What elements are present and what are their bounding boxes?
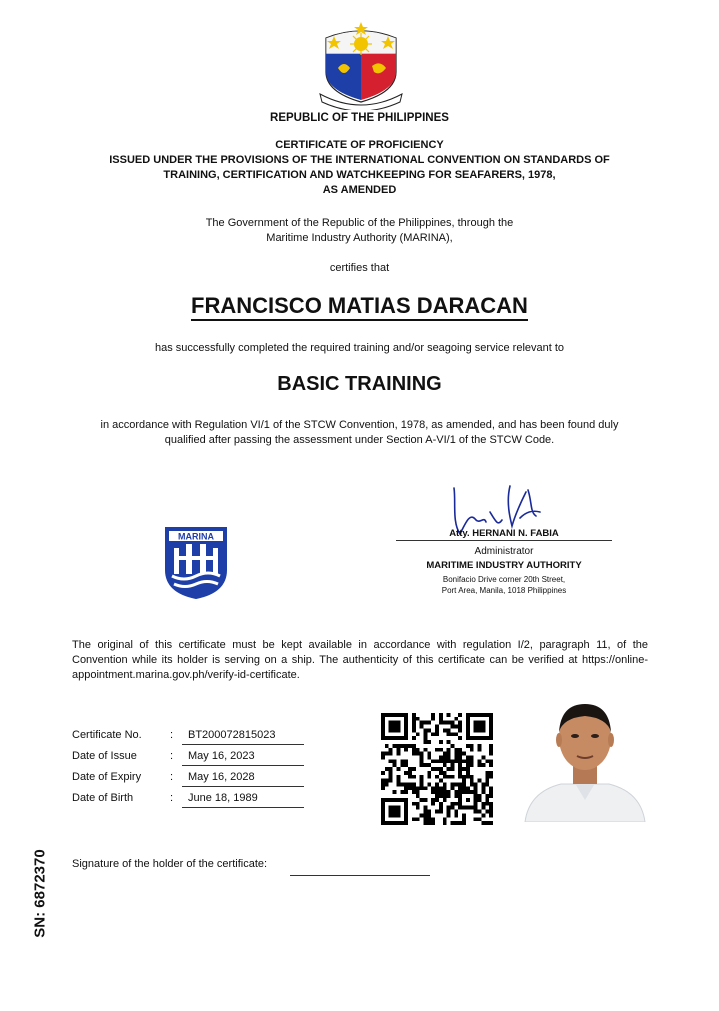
detail-underline (182, 744, 304, 745)
republic-heading: REPUBLIC OF THE PHILIPPINES (270, 112, 449, 124)
certificate-title (0, 138, 719, 198)
detail-label: Date of Issue (72, 750, 137, 762)
detail-value: May 16, 2028 (188, 771, 255, 783)
signature-line (396, 540, 612, 541)
government-statement (0, 216, 719, 246)
certificate-title-line: ISSUED UNDER THE PROVISIONS OF THE INTERNATIONAL CONVENTION ON STANDARDS OF (109, 154, 610, 166)
government-line: The Government of the Republic of the Philippines, through the (205, 217, 514, 229)
detail-value: BT200072815023 (188, 729, 276, 741)
holder-name-container (0, 293, 719, 319)
signatory-address (396, 574, 612, 596)
marina-logo-icon (164, 526, 228, 600)
accordance-text (0, 418, 719, 448)
signatory-title: Administrator (474, 546, 534, 557)
svg-text:MARINA: MARINA (178, 531, 214, 542)
address-line: Port Area, Manila, 1018 Philippines (441, 586, 567, 595)
philippine-coat-of-arms-icon (318, 20, 404, 110)
detail-underline (182, 765, 304, 766)
certifies-text: certifies that (329, 262, 390, 274)
detail-row (72, 726, 312, 746)
signatory-organization: MARITIME INDUSTRY AUTHORITY (426, 560, 582, 571)
certificate-title-line: TRAINING, CERTIFICATION AND WATCHKEEPING FOR SEAFARERS, 1978, (163, 169, 556, 181)
detail-label: Date of Birth (72, 792, 134, 804)
signatory-name: Atty. HERNANI N. FABIA (449, 528, 559, 539)
certificate-title-line: CERTIFICATE OF PROFICIENCY (275, 139, 444, 151)
completed-text: has successfully completed the required training and/or seagoing service relevant to (154, 342, 565, 354)
detail-colon: : (170, 729, 174, 741)
detail-colon: : (170, 771, 174, 783)
detail-label: Certificate No. (72, 729, 142, 741)
holder-signature-line[interactable] (290, 875, 430, 876)
detail-colon: : (170, 792, 174, 804)
detail-underline (182, 807, 304, 808)
qr-code-icon[interactable] (381, 713, 493, 825)
government-line: Maritime Industry Authority (MARINA), (266, 232, 453, 244)
detail-row (72, 789, 312, 809)
detail-value: May 16, 2023 (188, 750, 255, 762)
accordance-line: in accordance with Regulation VI/1 of the STCW Convention, 1978, as amended, and has been found duly (100, 419, 619, 431)
accordance-line: qualified after passing the assessment under Section A-VI/1 of the STCW Code. (164, 434, 555, 446)
holder-photo (521, 692, 649, 822)
detail-value: June 18, 1989 (188, 792, 258, 804)
certificate-title-line: AS AMENDED (322, 184, 397, 196)
detail-colon: : (170, 750, 174, 762)
serial-number: SN: 6872370 (31, 849, 49, 938)
detail-underline (182, 786, 304, 787)
course-title: BASIC TRAINING (277, 373, 442, 395)
detail-row (72, 768, 312, 788)
holder-name: FRANCISCO MATIAS DARACAN (191, 293, 528, 321)
notice-text: The original of this certificate must be kept available in accordance with regulation I/2, paragraph 11, of the Convention while its holder is serving on a ship. The authenticity of this certificate can be verified at https://online-appointment.marina.gov.ph/verify-id-certificate. (72, 639, 648, 681)
detail-label: Date of Expiry (72, 771, 142, 783)
address-line: Bonifacio Drive corner 20th Street, (442, 575, 566, 584)
detail-row (72, 747, 312, 767)
holder-signature-label: Signature of the holder of the certificate: (72, 858, 268, 870)
